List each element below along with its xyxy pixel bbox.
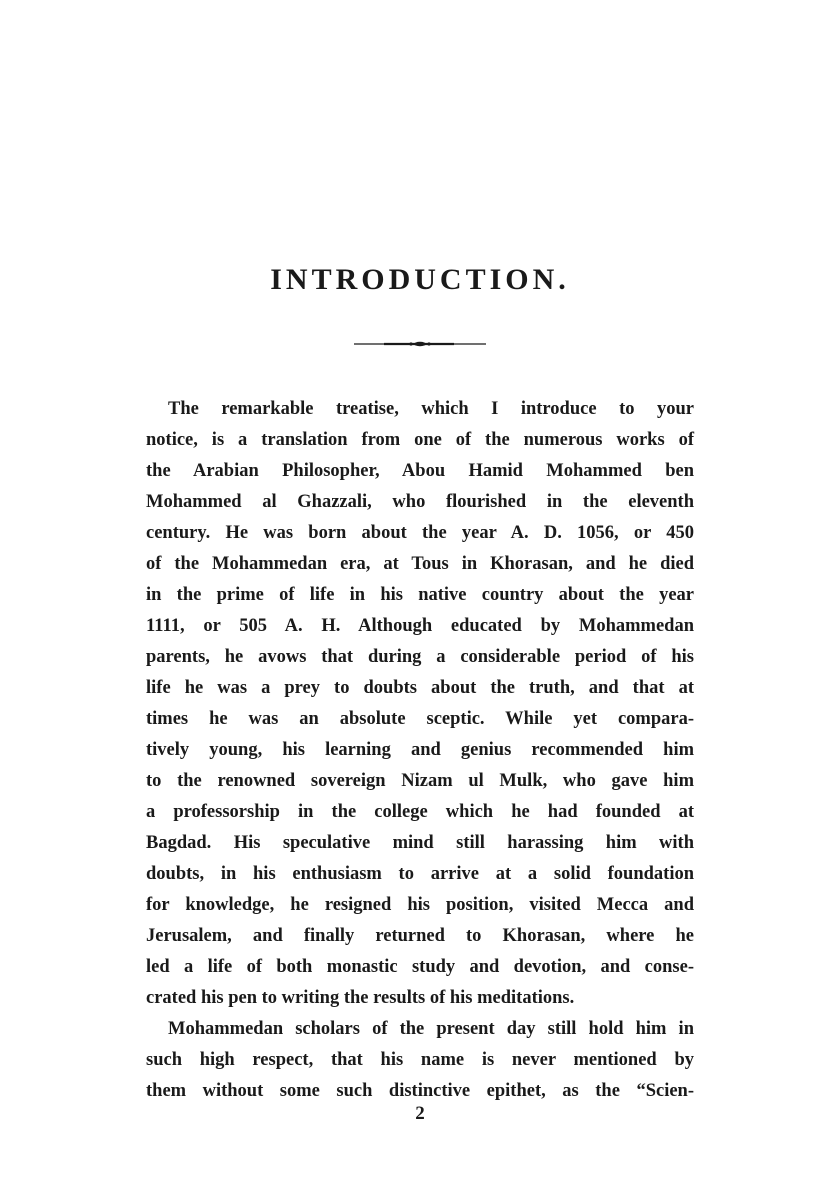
text-line: 1111, or 505 A. H. Although educated by Mohammedan bbox=[146, 616, 694, 636]
text-line: life he was a prey to doubts about the truth, and that at bbox=[146, 678, 694, 698]
text-line: Mohammed al Ghazzali, who flourished in the eleventh bbox=[146, 492, 694, 512]
text-line: led a life of both monastic study and devotion, and conse- bbox=[146, 957, 694, 977]
text-line: such high respect, that his name is never mentioned by bbox=[146, 1050, 694, 1070]
text-line: Bagdad. His speculative mind still harassing him with bbox=[146, 833, 694, 853]
text-line: doubts, in his enthusiasm to arrive at a solid foundation bbox=[146, 864, 694, 884]
page-number: 2 bbox=[415, 1103, 425, 1124]
text-line: a professorship in the college which he had founded at bbox=[146, 802, 694, 822]
text-line: crated his pen to writing the results of his meditations. bbox=[146, 988, 575, 1008]
text-line: century. He was born about the year A. D. 1056, or 450 bbox=[146, 523, 694, 543]
text-line: The remarkable treatise, which I introduce to your bbox=[168, 399, 694, 419]
chapter-heading: INTRODUCTION. bbox=[270, 263, 570, 296]
text-line: parents, he avows that during a considerable period of his bbox=[146, 647, 694, 667]
text-line: tively young, his learning and genius recommended him bbox=[146, 740, 694, 760]
text-line: in the prime of life in his native country about the year bbox=[146, 585, 694, 605]
text-line: for knowledge, he resigned his position, visited Mecca and bbox=[146, 895, 694, 915]
text-line: to the renowned sovereign Nizam ul Mulk, who gave him bbox=[146, 771, 694, 791]
paragraph-2 bbox=[146, 1014, 694, 1107]
text-line: times he was an absolute sceptic. While yet compara- bbox=[146, 709, 694, 729]
paragraph-1 bbox=[146, 394, 694, 1014]
text-line: Mohammedan scholars of the present day still hold him in bbox=[168, 1019, 694, 1039]
text-line: them without some such distinctive epithet, as the “Scien- bbox=[146, 1081, 694, 1101]
text-line: the Arabian Philosopher, Abou Hamid Mohammed ben bbox=[146, 461, 694, 481]
text-line: Jerusalem, and finally returned to Khorasan, where he bbox=[146, 926, 694, 946]
text-line: of the Mohammedan era, at Tous in Khorasan, and he died bbox=[146, 554, 694, 574]
text-line: notice, is a translation from one of the numerous works of bbox=[146, 430, 694, 450]
body-text bbox=[146, 394, 694, 1107]
ornamental-rule bbox=[354, 338, 486, 350]
